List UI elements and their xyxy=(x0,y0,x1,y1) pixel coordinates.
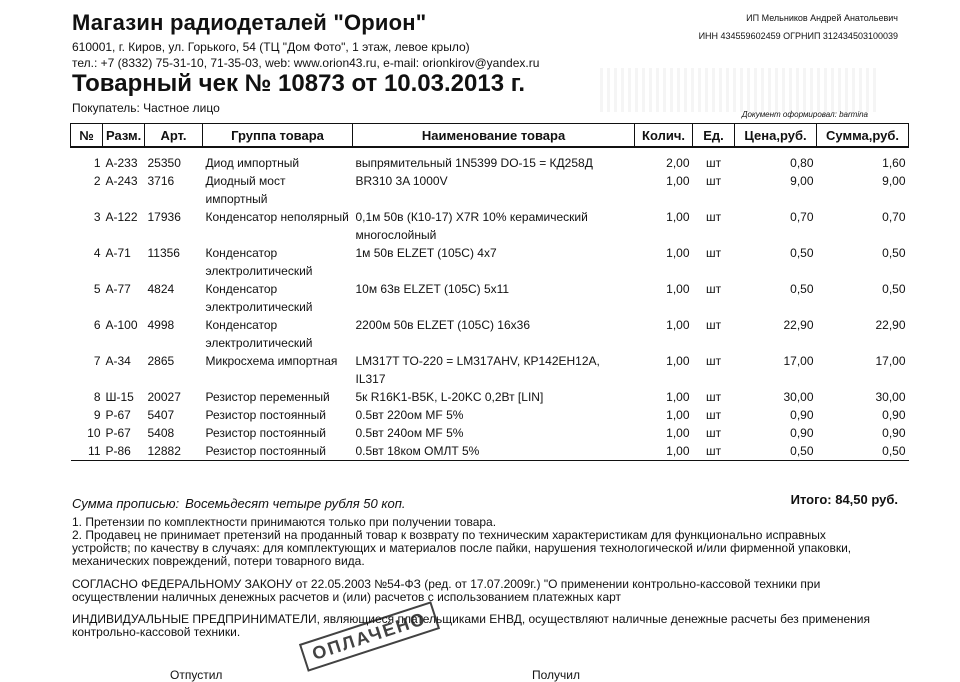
row-qty: 1,00 xyxy=(666,354,690,368)
col-header-article: Арт. xyxy=(145,124,203,148)
row-sum: 17,00 xyxy=(875,354,906,368)
row-number: 4 xyxy=(93,246,101,260)
row-sum: 30,00 xyxy=(875,390,906,404)
table-row xyxy=(71,316,909,352)
row-unit: шт xyxy=(705,282,722,296)
row-location: A-77 xyxy=(105,282,131,296)
sum-in-words xyxy=(72,496,406,511)
row-unit: шт xyxy=(705,390,722,404)
row-qty: 1,00 xyxy=(666,246,690,260)
table-row xyxy=(71,147,909,172)
row-sum: 0,50 xyxy=(882,282,906,296)
row-sum: 9,00 xyxy=(882,174,906,188)
row-price: 30,00 xyxy=(783,390,814,404)
table-row xyxy=(71,442,909,461)
table-row xyxy=(71,352,909,388)
sum-in-words-value: Восемьдесят четыре рубля 50 коп. xyxy=(185,496,406,511)
row-group: Диод импортный xyxy=(205,156,300,170)
row-unit: шт xyxy=(705,246,722,260)
row-article: 11356 xyxy=(147,246,180,260)
row-price: 0,50 xyxy=(790,282,814,296)
row-group: Конденсатор электролитический xyxy=(205,282,313,314)
row-article: 5407 xyxy=(147,408,175,422)
row-number: 6 xyxy=(93,318,101,332)
released-by-label: Отпустил xyxy=(170,668,223,682)
entrepreneur-notice: ИНДИВИДУАЛЬНЫЕ ПРЕДПРИНИМАТЕЛИ, являющиеся плательщиками ЕНВД, осуществляют наличные денежные расчеты без применения контрольно-кассовой техники. xyxy=(72,612,871,639)
row-unit: шт xyxy=(705,354,722,368)
row-location: P-67 xyxy=(105,408,131,422)
row-price: 0,70 xyxy=(790,210,814,224)
table-header-row xyxy=(71,124,909,148)
row-unit: шт xyxy=(705,156,722,170)
row-article: 17936 xyxy=(147,210,181,224)
row-name: LM317T TO-220 = LM317AHV, КР142ЕН12А, IL317 xyxy=(355,354,600,386)
row-name: выпрямительный 1N5399 DO-15 = КД258Д xyxy=(355,156,593,170)
col-header-price: Цена,руб. xyxy=(735,124,817,148)
row-price: 0,80 xyxy=(790,156,814,170)
row-name: 0.5вт 240ом MF 5% xyxy=(355,426,464,440)
row-unit: шт xyxy=(705,444,722,458)
row-sum: 22,90 xyxy=(875,318,906,332)
table-row xyxy=(71,388,909,406)
row-qty: 2,00 xyxy=(666,156,690,170)
row-qty: 1,00 xyxy=(666,390,690,404)
row-location: A-243 xyxy=(105,174,138,188)
row-name: BR310 3A 1000V xyxy=(355,174,448,188)
row-unit: шт xyxy=(705,210,722,224)
row-article: 5408 xyxy=(147,426,175,440)
row-location: A-71 xyxy=(105,246,131,260)
row-price: 9,00 xyxy=(790,174,814,188)
paid-stamp: ОПЛАЧЕНО xyxy=(299,601,440,671)
buyer-line: Покупатель: Частное лицо xyxy=(72,101,220,115)
row-location: A-122 xyxy=(105,210,138,224)
law-reference: СОГЛАСНО ФЕДЕРАЛЬНОМУ ЗАКОНУ от 22.05.2003 №54-ФЗ (ред. от 17.07.2009г.) "О применении контрольно-кассовой техники при осуществлении наличных денежных расчетов и (или) расчетов с использованием платежных карт xyxy=(72,577,821,604)
document-author: Документ оформировал: barmina xyxy=(741,110,868,119)
row-sum: 0,90 xyxy=(882,408,906,422)
row-number: 1 xyxy=(93,156,101,170)
row-location: P-86 xyxy=(105,444,131,458)
col-header-qty: Колич. xyxy=(635,124,693,148)
receipt-title: Товарный чек № 10873 от 10.03.2013 г. xyxy=(72,70,525,97)
row-article: 4998 xyxy=(147,318,175,332)
col-header-number: № xyxy=(71,124,103,148)
row-number: 3 xyxy=(93,210,101,224)
row-price: 0,50 xyxy=(790,246,814,260)
row-article: 3716 xyxy=(147,174,175,188)
table-row xyxy=(71,280,909,316)
row-price: 0,90 xyxy=(790,426,814,440)
row-article: 4824 xyxy=(147,282,175,296)
table-row xyxy=(71,406,909,424)
table-row xyxy=(71,172,909,208)
row-number: 5 xyxy=(93,282,101,296)
row-price: 0,90 xyxy=(790,408,814,422)
table-row xyxy=(71,424,909,442)
row-qty: 1,00 xyxy=(666,318,690,332)
row-qty: 1,00 xyxy=(666,426,690,440)
row-location: A-233 xyxy=(105,156,138,170)
row-sum: 0,50 xyxy=(882,246,906,260)
row-sum: 0,50 xyxy=(882,444,906,458)
col-header-unit: Ед. xyxy=(693,124,735,148)
row-number: 11 xyxy=(88,444,101,458)
row-name: 1м 50в ELZET (105C) 4x7 xyxy=(355,246,497,260)
entrepreneur-ids: ИНН 434559602459 ОГРНИП 312434503100039 xyxy=(698,31,898,41)
row-qty: 1,00 xyxy=(666,174,690,188)
row-unit: шт xyxy=(705,426,722,440)
row-group: Микросхема импортная xyxy=(205,354,338,368)
row-group: Конденсатор электролитический xyxy=(205,318,313,350)
col-header-sum: Сумма,руб. xyxy=(817,124,909,148)
row-name: 2200м 50в ELZET (105C) 16x36 xyxy=(355,318,531,332)
row-article: 25350 xyxy=(147,156,181,170)
row-name: 0.5вт 220ом MF 5% xyxy=(355,408,464,422)
row-group: Конденсатор неполярный xyxy=(205,210,349,224)
entrepreneur-name: ИП Мельников Андрей Анатольевич xyxy=(746,13,898,23)
row-qty: 1,00 xyxy=(666,210,690,224)
row-group: Конденсатор электролитический xyxy=(205,246,313,278)
row-location: A-100 xyxy=(105,318,138,332)
row-group: Резистор постоянный xyxy=(205,444,326,458)
row-group: Резистор переменный xyxy=(205,390,330,404)
row-price: 17,00 xyxy=(783,354,814,368)
row-name: 0,1м 50в (К10-17) X7R 10% керамический многослойный xyxy=(355,210,588,242)
total-amount: Итого: 84,50 руб. xyxy=(790,492,898,507)
row-article: 20027 xyxy=(147,390,181,404)
row-name: 10м 63в ELZET (105C) 5x11 xyxy=(355,282,510,296)
row-unit: шт xyxy=(705,174,722,188)
table-row xyxy=(71,208,909,244)
row-group: Резистор постоянный xyxy=(205,408,326,422)
row-location: A-34 xyxy=(105,354,131,368)
row-number: 8 xyxy=(93,390,101,404)
row-sum: 0,70 xyxy=(882,210,906,224)
row-article: 2865 xyxy=(147,354,175,368)
row-number: 2 xyxy=(93,174,101,188)
row-qty: 1,00 xyxy=(666,444,690,458)
row-article: 12882 xyxy=(147,444,181,458)
sum-in-words-label: Сумма прописью: xyxy=(72,496,180,511)
store-contacts: тел.: +7 (8332) 75-31-10, 71-35-03, web: www.orion43.ru, e-mail: orionkirov@yandex.ru xyxy=(72,56,540,70)
note-claims: 1. Претензии по комплектности принимаются только при получении товара. xyxy=(72,515,497,529)
row-unit: шт xyxy=(705,318,722,332)
row-location: P-67 xyxy=(105,426,131,440)
redacted-area xyxy=(600,68,880,112)
row-name: 0.5вт 18ком ОМЛТ 5% xyxy=(355,444,480,458)
row-name: 5к R16K1-B5K, L-20KC 0,2Вт [LIN] xyxy=(355,390,544,404)
col-header-location: Разм. xyxy=(103,124,145,148)
row-number: 9 xyxy=(93,408,101,422)
row-sum: 1,60 xyxy=(882,156,906,170)
row-group: Резистор постоянный xyxy=(205,426,326,440)
store-name: Магазин радиодеталей "Орион" xyxy=(72,10,427,35)
table-row xyxy=(71,244,909,280)
row-number: 7 xyxy=(93,354,101,368)
row-qty: 1,00 xyxy=(666,408,690,422)
row-price: 22,90 xyxy=(783,318,814,332)
items-table xyxy=(70,123,909,461)
row-unit: шт xyxy=(705,408,722,422)
row-group: Диодный мост импортный xyxy=(205,174,286,206)
col-header-group: Группа товара xyxy=(203,124,353,148)
row-sum: 0,90 xyxy=(882,426,906,440)
col-header-name: Наименование товара xyxy=(353,124,635,148)
row-qty: 1,00 xyxy=(666,282,690,296)
received-by-label: Получил xyxy=(532,668,580,682)
row-price: 0,50 xyxy=(790,444,814,458)
note-returns: 2. Продавец не принимает претензий на проданный товар к возврату по техническим характеристикам для функционально исправных устройств; по качеству в случаях: для комплектующих и материалов после пайки, нарушения технологической и/или фирменной упаковки, механических повреждений, потери товарного вида. xyxy=(72,528,852,568)
row-number: 10 xyxy=(87,426,101,440)
row-location: Ш-15 xyxy=(105,390,134,404)
store-address: 610001, г. Киров, ул. Горького, 54 (ТЦ "Дом Фото", 1 этаж, левое крыло) xyxy=(72,40,470,54)
